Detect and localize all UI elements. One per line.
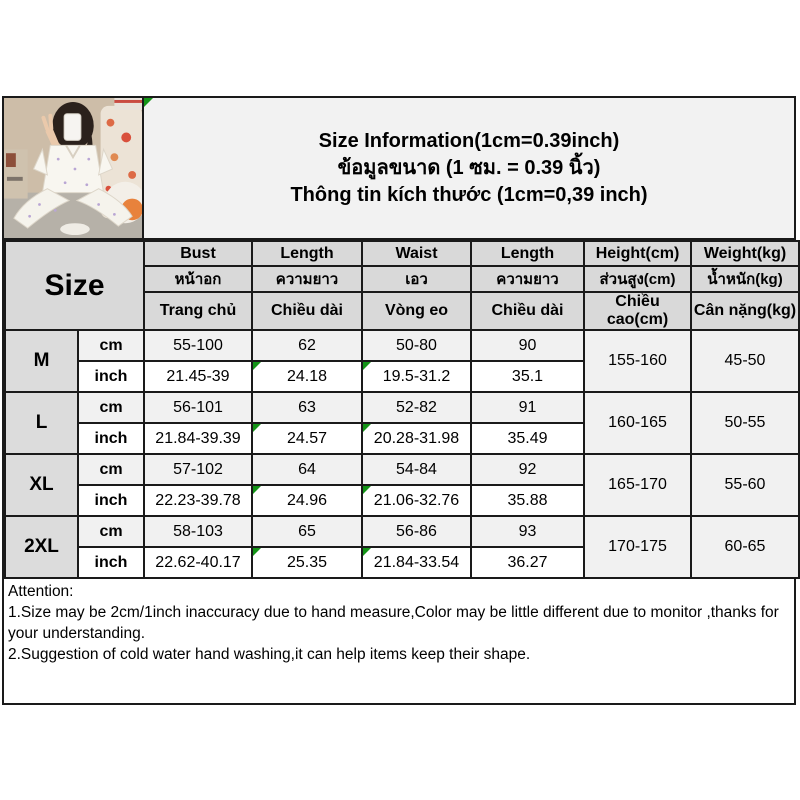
value-cell <box>362 361 471 392</box>
value-cell: 64 <box>252 454 362 485</box>
value-cell: 93 <box>471 516 584 547</box>
product-photo <box>4 98 144 238</box>
value-cell: 62 <box>252 330 362 361</box>
title-line-en: Size Information(1cm=0.39inch) <box>318 129 620 152</box>
col-header-length-vi: Chiều dài <box>252 292 362 330</box>
col-header-weight-th: น้ำหนัก(kg) <box>691 266 799 292</box>
value-cell <box>362 547 471 578</box>
col-header-length2-vi: Chiều dài <box>471 292 584 330</box>
attention-heading: Attention: <box>8 583 74 600</box>
value-cell <box>252 423 362 454</box>
flag-corner-icon <box>253 548 261 556</box>
weight-range-cell: 60-65 <box>691 516 799 578</box>
col-header-length-en: Length <box>252 241 362 266</box>
attention-line-1: 1.Size may be 2cm/1inch inaccuracy due to hand measure,Color may be little different due to monitor ,thanks for your understanding. <box>8 604 779 642</box>
value-cell: 65 <box>252 516 362 547</box>
unit-label-cm: cm <box>78 330 144 361</box>
pajama-model-illustration <box>4 98 142 238</box>
size-chart-block <box>2 96 796 705</box>
value-text: 24.18 <box>286 367 328 385</box>
unit-label-inch: inch <box>78 547 144 578</box>
value-cell: 35.88 <box>471 485 584 516</box>
size-label-l: L <box>5 392 78 454</box>
value-cell: 63 <box>252 392 362 423</box>
value-cell: 56-86 <box>362 516 471 547</box>
height-range-cell: 160-165 <box>584 392 691 454</box>
value-text: 20.28-31.98 <box>373 429 460 447</box>
size-corner-header: Size <box>5 241 144 330</box>
value-cell: 91 <box>471 392 584 423</box>
unit-label-cm: cm <box>78 516 144 547</box>
col-header-length-th: ความยาว <box>252 266 362 292</box>
col-header-bust-vi: Trang chủ <box>144 292 252 330</box>
value-cell: 90 <box>471 330 584 361</box>
value-cell <box>252 485 362 516</box>
value-cell <box>252 361 362 392</box>
flag-corner-icon <box>253 486 261 494</box>
value-text: 19.5-31.2 <box>382 367 451 385</box>
value-cell: 52-82 <box>362 392 471 423</box>
value-cell <box>362 423 471 454</box>
value-cell: 55-100 <box>144 330 252 361</box>
size-label-m: M <box>5 330 78 392</box>
value-cell: 50-80 <box>362 330 471 361</box>
value-cell: 22.62-40.17 <box>144 547 252 578</box>
title-line-th: ข้อมูลขนาด (1 ซม. = 0.39 นิ้ว) <box>337 156 601 179</box>
size-table <box>4 240 800 579</box>
weight-range-cell: 50-55 <box>691 392 799 454</box>
col-header-length2-en: Length <box>471 241 584 266</box>
value-cell: 35.1 <box>471 361 584 392</box>
flag-corner-icon <box>253 362 261 370</box>
flag-corner-icon <box>144 98 153 107</box>
value-text: 21.06-32.76 <box>373 491 460 509</box>
weight-range-cell: 45-50 <box>691 330 799 392</box>
col-header-height-th: ส่วนสูง(cm) <box>584 266 691 292</box>
size-label-xl: XL <box>5 454 78 516</box>
value-cell: 54-84 <box>362 454 471 485</box>
unit-label-cm: cm <box>78 454 144 485</box>
weight-range-cell: 55-60 <box>691 454 799 516</box>
value-text: 25.35 <box>286 553 328 571</box>
value-cell: 21.45-39 <box>144 361 252 392</box>
col-header-height-en: Height(cm) <box>584 241 691 266</box>
value-cell: 36.27 <box>471 547 584 578</box>
col-header-bust-th: หน้าอก <box>144 266 252 292</box>
unit-label-cm: cm <box>78 392 144 423</box>
header-row <box>4 98 794 240</box>
value-cell: 56-101 <box>144 392 252 423</box>
height-range-cell: 165-170 <box>584 454 691 516</box>
title-line-vi: Thông tin kích thước (1cm=0,39 inch) <box>290 183 648 206</box>
attention-notes <box>4 579 794 703</box>
size-label-2xl: 2XL <box>5 516 78 578</box>
unit-label-inch: inch <box>78 423 144 454</box>
flag-corner-icon <box>363 486 371 494</box>
col-header-waist-vi: Vòng eo <box>362 292 471 330</box>
height-range-cell: 155-160 <box>584 330 691 392</box>
value-text: 24.57 <box>286 429 328 447</box>
col-header-bust-en: Bust <box>144 241 252 266</box>
value-cell: 57-102 <box>144 454 252 485</box>
col-header-length2-th: ความยาว <box>471 266 584 292</box>
value-cell: 22.23-39.78 <box>144 485 252 516</box>
flag-corner-icon <box>363 548 371 556</box>
value-cell: 35.49 <box>471 423 584 454</box>
unit-label-inch: inch <box>78 361 144 392</box>
unit-label-inch: inch <box>78 485 144 516</box>
value-text: 21.84-33.54 <box>373 553 460 571</box>
value-cell: 58-103 <box>144 516 252 547</box>
value-cell <box>362 485 471 516</box>
attention-line-2: 2.Suggestion of cold water hand washing,it can help items keep their shape. <box>8 646 531 663</box>
value-cell <box>252 547 362 578</box>
col-header-waist-th: เอว <box>362 266 471 292</box>
col-header-weight-en: Weight(kg) <box>691 241 799 266</box>
col-header-waist-en: Waist <box>362 241 471 266</box>
flag-corner-icon <box>253 424 261 432</box>
height-range-cell: 170-175 <box>584 516 691 578</box>
value-cell: 21.84-39.39 <box>144 423 252 454</box>
flag-corner-icon <box>363 424 371 432</box>
flag-corner-icon <box>363 362 371 370</box>
col-header-height-vi: Chiều cao(cm) <box>584 292 691 330</box>
title-panel <box>144 98 794 238</box>
value-text: 24.96 <box>286 491 328 509</box>
col-header-weight-vi: Cân nặng(kg) <box>691 292 799 330</box>
value-cell: 92 <box>471 454 584 485</box>
